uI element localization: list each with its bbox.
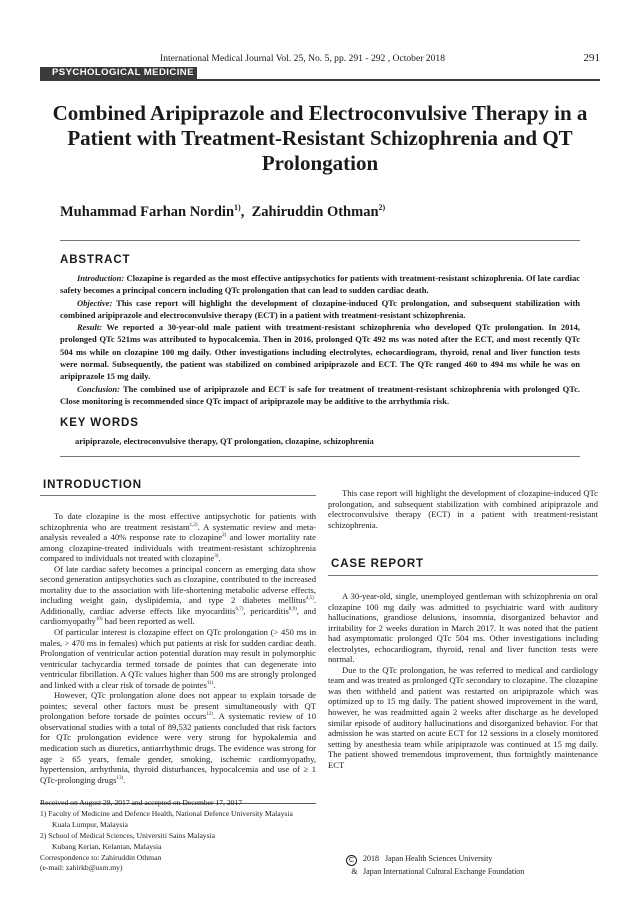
- introduction-heading: INTRODUCTION: [43, 479, 142, 491]
- text: . A systematic review and meta-analysis revealed a 40% response rate to clozapine: [40, 521, 317, 543]
- abstract-text: This case report will highlight the development of clozapine-induced QTc prolongation, and subsequent stabilization with combined aripiprazole and electroconvulsive therapy (ECT) in a patient with treatment-resistant schizophrenia.: [60, 297, 580, 320]
- paragraph: [40, 511, 316, 564]
- citation: 13): [116, 775, 124, 781]
- text: .: [123, 774, 126, 785]
- copyright-icon: C: [346, 855, 357, 866]
- paragraph: [40, 627, 316, 690]
- title-line: Prolongation: [261, 151, 379, 175]
- abstract-text: Clozapine is regarded as the most effective antipsychotics for patients with treatment-resistant schizophrenia. Of late cardiac safety becomes a principal concern including QTc prolongation that can lead to sudden cardiac death.: [60, 273, 580, 296]
- title-line: Combined Aripiprazole and Electroconvulsive Therapy in a: [52, 101, 588, 125]
- text: Of particular interest is clozapine effect on QTc prolongation (> 450 ms in males, > 470 ms in females) which put patients at risk for sudden cardiac death. Prolongation of ventricular action potential duration may result in polymorphic ventricular tachycardia termed torsade de pointes that can degenerate into ventricular fibrillation. A QTc values higher than 500 ms are strongly prolonged and linked with a clear risk of torsade de pointes: [40, 627, 316, 690]
- affiliation-city: Kubang Kerian, Kelantan, Malaysia: [52, 841, 162, 851]
- abstract-body: [60, 272, 580, 407]
- article-title: [40, 101, 600, 176]
- text: Of late cardiac safety becomes a principal concern as emerging data show second generation antipsychotics such as clozapine, contributed to the increased mortality due to the association with life-shortening metabolic adverse effects, including weight gain, dyslipidemia, and type 2 diabetes mellitus: [40, 563, 316, 606]
- citation: 10): [95, 617, 103, 623]
- received-date: Received on August 28, 2017 and accepted on December 17, 2017: [40, 798, 243, 807]
- author-separator: ,: [240, 203, 252, 220]
- introduction-column-right: [328, 488, 598, 530]
- section-label: PSYCHOLOGICAL MEDICINE: [40, 67, 197, 79]
- text: .: [218, 553, 221, 564]
- text: and lower mortality rate among clozapine-treated individuals with treatment-resistant schizophrenia compared to individuals not treated with clozapine: [40, 532, 316, 564]
- citation: 1,2): [189, 522, 198, 528]
- copyright: [346, 853, 524, 879]
- introduction-column-left: [40, 511, 316, 785]
- citation: 8,9): [288, 607, 297, 613]
- copyright-holder: 2018 Japan Health Sciences University: [363, 854, 493, 863]
- journal-citation: International Medical Journal Vol. 25, No. 5, pp. 291 - 292 , October 2018: [160, 53, 446, 64]
- text: . Additionally, cardiac adverse effects like myocarditis: [40, 595, 316, 616]
- divider: [60, 456, 580, 457]
- divider: [60, 240, 580, 241]
- paragraph: [40, 564, 316, 627]
- text: . A systematic review of 10 observational studies with a total of 89,532 patients concluded that risk factors for QTc prolongation evidence were very strong for hypokalemia and medication such as diuretics, antiarrhythmic drugs. The evidence was strong for age ≥ 65 years, female gender, smoking, ischemic cardiomyopathy, hypertension, arrhythmia, thyroid disturbances, hypocalcemia and use of ≥ 1 QTc-prolonging drugs: [40, 711, 316, 785]
- header-rule: [40, 79, 600, 81]
- abstract-label: Objective:: [77, 297, 113, 308]
- citation: 11): [206, 680, 214, 686]
- text: However, QTc prolongation alone does not appear to explain torsade de pointes; several other factors must be present simultaneously with QT prolongation before torsade de pointes occurs: [40, 690, 316, 722]
- abstract-text: The combined use of aripiprazole and ECT is safe for treatment of treatment-resistant schizophrenia with prolonged QTc. Close monitoring is recommended since QTc impact of aripiprazole may be additive to the arrhythmia risk.: [60, 383, 580, 406]
- keywords-heading: KEY WORDS: [60, 417, 139, 429]
- author-list: [60, 203, 385, 221]
- ampersand: &: [351, 867, 358, 876]
- section-rule: [40, 495, 316, 496]
- affiliation: 1) Faculty of Medicine and Defence Health, National Defence University Malaysia: [40, 808, 293, 818]
- affiliation-marker: 2): [378, 203, 386, 212]
- correspondence: Correspondence to: Zahiruddin Othman: [40, 852, 162, 862]
- copyright-holder: Japan International Cultural Exchange Foundation: [363, 867, 525, 876]
- citation: 2): [222, 533, 227, 539]
- affiliation-city: Kuala Lumpur, Malaysia: [52, 819, 128, 829]
- text: , and cardiomyopathy: [40, 605, 316, 627]
- citation: 12): [206, 712, 213, 718]
- abstract-label: Introduction:: [77, 273, 125, 283]
- paragraph: [40, 690, 316, 785]
- abstract-heading: ABSTRACT: [60, 254, 131, 266]
- abstract-result: [60, 321, 580, 382]
- citation: 4,5): [305, 596, 314, 602]
- case-report-heading: CASE REPORT: [331, 558, 424, 570]
- abstract-text: We reported a 30-year-old male patient with treatment-resistant schizophrenia who developed QTc prolongation. In 2014, prolonged QTc 521ms was attributed to hypocalcemia. Then in 2016, prolonged QTc 492 ms was noted after the ECT, and most recently QTc 504 ms while on clozapine 100 mg daily. Other investigations including electrolytes, echocardiogram, thyroid, renal and liver function tests were normal. Subsequently, the patient was stabilized on combined aripiprazole and ECT. The QTc ranged 460 to 494 ms while he was on aripiprazole 15 mg daily.: [60, 322, 580, 382]
- affiliation-marker: 1): [234, 203, 241, 212]
- text: .: [213, 679, 216, 690]
- affiliation: 2) School of Medical Sciences, Universiti Sains Malaysia: [40, 830, 216, 840]
- abstract-objective: [60, 297, 580, 322]
- paragraph: Due to the QTc prolongation, he was referred to medical and cardiology team and was treated as prolonged QTc secondary to clozapine. The clozapine was then withheld and patient was restarted on aripiprazole which was optimized up to 15 mg daily. The patient showed improvement in the ward, however, he was readmitted again 2 weeks after discharge as he developed similar episode of auditory hallucinations and disorganized behavior. For that admission he was started on acute ECT for 12 sessions in a closely monitored setting by anesthesia team while aripiprazole was continued at 15 mg daily. The patient showed tremendous improvement, thus fortnightly maintenance ECT: [328, 664, 598, 770]
- abstract-label: Conclusion:: [77, 383, 120, 394]
- abstract-conclusion: [60, 383, 580, 408]
- citation: 6,7): [235, 607, 244, 613]
- case-report-body: [328, 591, 598, 770]
- footnotes: [40, 798, 330, 874]
- text: To date clozapine is the most effective antipsychotic for patients with schizophrenia who are treatment resistant: [40, 511, 316, 532]
- section-rule: [328, 575, 598, 576]
- journal-header: [160, 53, 600, 65]
- title-line: Patient with Treatment-Resistant Schizophrenia and QT: [67, 126, 573, 150]
- page-number: 291: [583, 52, 600, 64]
- abstract-introduction: [60, 272, 580, 297]
- text: , pericarditis: [243, 605, 289, 616]
- paragraph: This case report will highlight the development of clozapine-induced QTc prolongation, and subsequent stabilization with combined aripiprazole and electroconvulsive therapy (ECT) in a patient with treatment-resistant schizophrenia.: [328, 488, 598, 530]
- author-name: Zahiruddin Othman: [251, 203, 379, 220]
- citation: 3): [214, 554, 219, 560]
- paragraph: A 30-year-old, single, unemployed gentleman with schizophrenia on oral clozapine 100 mg daily was admitted to psychiatric ward with auditory hallucinations, grandiose delusions, insomnia, disorganized behavior and irritability for 2 weeks duration in March 2017. It was noted that the patient had asymptomatic prolonged QTc 504 ms. Other investigations including electrolytes, echocardiogram, thyroid, renal and liver function tests were normal.: [328, 591, 598, 665]
- author-name: Muhammad Farhan Nordin: [60, 203, 235, 220]
- text: had been reported as well.: [102, 616, 195, 627]
- email: (e-mail: zahirkb@usm.my): [40, 863, 123, 873]
- abstract-label: Result:: [77, 322, 103, 333]
- keywords-text: aripiprazole, electroconvulsive therapy, QT prolongation, clozapine, schizophrenia: [75, 436, 374, 446]
